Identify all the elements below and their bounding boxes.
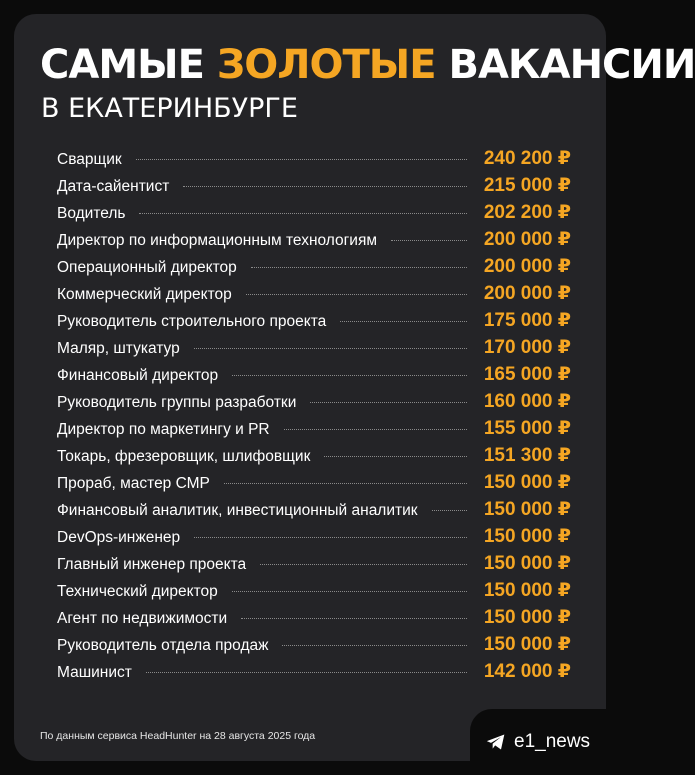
- vacancy-row: [57, 363, 571, 390]
- page-subtitle: В ЕКАТЕРИНБУРГЕ: [41, 93, 298, 124]
- vacancy-title: Финансовый аналитик, инвестиционный аналитик: [57, 502, 418, 519]
- dotted-leader: [136, 159, 467, 160]
- dotted-leader: [251, 267, 467, 268]
- vacancy-title: Прораб, мастер СМР: [57, 475, 210, 492]
- vacancy-salary: 160 000 ₽: [483, 391, 571, 412]
- telegram-icon: [486, 733, 506, 751]
- brand-name: e1_news: [514, 731, 591, 752]
- vacancy-salary: 150 000 ₽: [483, 580, 571, 601]
- vacancy-salary: 200 000 ₽: [483, 229, 571, 250]
- vacancy-title: Главный инженер проекта: [57, 556, 247, 573]
- vacancy-row: [57, 336, 571, 363]
- vacancy-title: Сварщик: [57, 151, 122, 168]
- vacancy-salary: 165 000 ₽: [483, 364, 571, 385]
- vacancy-salary: 150 000 ₽: [483, 607, 571, 628]
- vacancy-title: Маляр, штукатур: [57, 340, 180, 357]
- vacancy-row: [57, 390, 571, 417]
- vacancy-row: [57, 309, 571, 336]
- vacancy-title: Директор по маркетингу и PR: [57, 421, 270, 438]
- dotted-leader: [260, 564, 467, 565]
- dotted-leader: [183, 186, 467, 187]
- title-part-1: САМЫЕ: [40, 42, 204, 88]
- source-note: По данным сервиса HeadHunter на 28 августа 2025 года: [40, 730, 316, 742]
- vacancy-salary: 200 000 ₽: [483, 256, 571, 277]
- dotted-leader: [324, 456, 467, 457]
- vacancy-salary: 215 000 ₽: [483, 175, 571, 196]
- vacancy-list: [57, 147, 571, 687]
- vacancy-title: Технический директор: [57, 583, 218, 600]
- vacancy-row: [57, 255, 571, 282]
- vacancy-salary: 200 000 ₽: [483, 283, 571, 304]
- vacancy-row: [57, 552, 571, 579]
- page-title: [40, 42, 695, 88]
- vacancy-title: DevOps-инженер: [57, 529, 181, 546]
- vacancy-title: Коммерческий директор: [57, 286, 232, 303]
- vacancy-salary: 202 200 ₽: [483, 202, 571, 223]
- title-part-2: ВАКАНСИИ: [448, 42, 695, 88]
- dotted-leader: [241, 618, 467, 619]
- vacancy-salary: 150 000 ₽: [483, 553, 571, 574]
- dotted-leader: [432, 510, 467, 511]
- vacancy-row: [57, 417, 571, 444]
- vacancy-title: Дата-сайентист: [57, 178, 170, 195]
- vacancy-title: Токарь, фрезеровщик, шлифовщик: [57, 448, 311, 465]
- vacancy-salary: 151 300 ₽: [483, 445, 571, 466]
- vacancy-row: [57, 525, 571, 552]
- dotted-leader: [194, 348, 467, 349]
- vacancy-salary: 150 000 ₽: [483, 634, 571, 655]
- brand-badge[interactable]: [470, 709, 620, 775]
- dotted-leader: [340, 321, 467, 322]
- vacancy-title: Операционный директор: [57, 259, 237, 276]
- vacancy-row: [57, 579, 571, 606]
- vacancy-row: [57, 498, 571, 525]
- infographic-card: [14, 14, 695, 761]
- dotted-leader: [246, 294, 467, 295]
- vacancy-salary: 170 000 ₽: [483, 337, 571, 358]
- dotted-leader: [284, 429, 467, 430]
- dotted-leader: [310, 402, 467, 403]
- vacancy-row: [57, 147, 571, 174]
- title-highlight: ЗОЛОТЫЕ: [216, 42, 436, 88]
- vacancy-salary: 240 200 ₽: [483, 148, 571, 169]
- vacancy-salary: 150 000 ₽: [483, 472, 571, 493]
- vacancy-title: Руководитель строительного проекта: [57, 313, 327, 330]
- dotted-leader: [139, 213, 467, 214]
- vacancy-row: [57, 201, 571, 228]
- vacancy-salary: 150 000 ₽: [483, 499, 571, 520]
- vacancy-row: [57, 282, 571, 309]
- vacancy-title: Руководитель группы разработки: [57, 394, 297, 411]
- vacancy-row: [57, 660, 571, 687]
- vacancy-row: [57, 444, 571, 471]
- vacancy-title: Агент по недвижимости: [57, 610, 228, 627]
- vacancy-row: [57, 228, 571, 255]
- dotted-leader: [146, 672, 467, 673]
- dotted-leader: [282, 645, 467, 646]
- vacancy-salary: 150 000 ₽: [483, 526, 571, 547]
- vacancy-title: Финансовый директор: [57, 367, 219, 384]
- vacancy-title: Директор по информационным технологиям: [57, 232, 378, 249]
- dotted-leader: [224, 483, 467, 484]
- vacancy-title: Водитель: [57, 205, 126, 222]
- vacancy-row: [57, 606, 571, 633]
- vacancy-salary: 175 000 ₽: [483, 310, 571, 331]
- vacancy-salary: 142 000 ₽: [483, 661, 571, 682]
- dotted-leader: [232, 591, 467, 592]
- dotted-leader: [232, 375, 467, 376]
- vacancy-row: [57, 471, 571, 498]
- vacancy-title: Руководитель отдела продаж: [57, 637, 269, 654]
- vacancy-title: Машинист: [57, 664, 132, 681]
- vacancy-row: [57, 633, 571, 660]
- dotted-leader: [194, 537, 467, 538]
- dotted-leader: [391, 240, 467, 241]
- vacancy-salary: 155 000 ₽: [483, 418, 571, 439]
- vacancy-row: [57, 174, 571, 201]
